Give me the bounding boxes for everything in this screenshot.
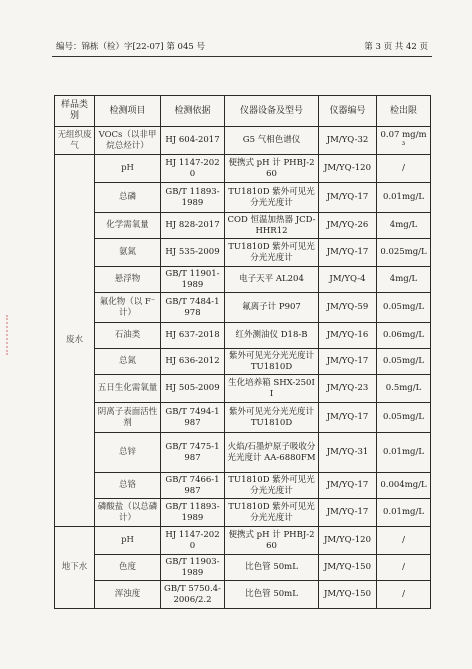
item-cell: 磷酸盐（以总磷计） xyxy=(95,499,161,527)
limit-cell: 0.01mg/L xyxy=(377,183,431,213)
instrument-cell: 电子天平 AL204 xyxy=(225,267,319,293)
basis-cell: HJ 1147-2020 xyxy=(161,527,225,555)
item-cell: pH xyxy=(95,527,161,555)
item-cell: 氟化物（以 F⁻计） xyxy=(95,293,161,323)
code-cell: JM/YQ-16 xyxy=(319,323,377,349)
code-cell: JM/YQ-17 xyxy=(319,239,377,267)
instrument-cell: 紫外可见光分光光度计 TU1810D xyxy=(225,403,319,433)
limit-cell: 0.05mg/L xyxy=(377,403,431,433)
code-cell: JM/YQ-150 xyxy=(319,581,377,609)
item-cell: 总锌 xyxy=(95,433,161,473)
instrument-cell: 便携式 pH 计 PHBJ-260 xyxy=(225,155,319,183)
limit-cell: / xyxy=(377,555,431,581)
sample-category-cell: 地下水 xyxy=(55,527,95,609)
basis-cell: HJ 604-2017 xyxy=(161,127,225,155)
basis-cell: HJ 636-2012 xyxy=(161,349,225,375)
item-cell: 氨氮 xyxy=(95,239,161,267)
basis-cell: GB/T 11901-1989 xyxy=(161,267,225,293)
instrument-cell: 生化培养箱 SHX-250II xyxy=(225,375,319,403)
code-cell: JM/YQ-17 xyxy=(319,499,377,527)
basis-cell: HJ 535-2009 xyxy=(161,239,225,267)
page-header xyxy=(56,40,428,52)
table-row xyxy=(55,239,431,267)
table-row xyxy=(55,127,431,155)
table-row xyxy=(55,527,431,555)
table-row xyxy=(55,433,431,473)
basis-cell: HJ 1147-2020 xyxy=(161,155,225,183)
instrument-cell: 红外测油仪 D18-B xyxy=(225,323,319,349)
instrument-cell: G5 气相色谱仪 xyxy=(225,127,319,155)
code-cell: JM/YQ-120 xyxy=(319,527,377,555)
limit-cell: 0.01mg/L xyxy=(377,433,431,473)
seal-edge-mark xyxy=(6,315,12,355)
limit-cell: 0.05mg/L xyxy=(377,293,431,323)
instrument-cell: 比色管 50mL xyxy=(225,581,319,609)
code-cell: JM/YQ-17 xyxy=(319,183,377,213)
limit-cell: 0.025mg/L xyxy=(377,239,431,267)
instrument-cell: TU1810D 紫外可见光分光光度计 xyxy=(225,473,319,499)
instrument-cell: TU1810D 紫外可见光分光光度计 xyxy=(225,499,319,527)
limit-cell: 0.5mg/L xyxy=(377,375,431,403)
sample-category-cell: 废水 xyxy=(55,155,95,527)
basis-cell: GB/T 11893-1989 xyxy=(161,183,225,213)
basis-cell: GB/T 11893-1989 xyxy=(161,499,225,527)
limit-cell: / xyxy=(377,155,431,183)
table-row xyxy=(55,155,431,183)
table-row xyxy=(55,473,431,499)
instrument-cell: TU1810D 紫外可见光分光光度计 xyxy=(225,183,319,213)
item-cell: pH xyxy=(95,155,161,183)
item-cell: 总磷 xyxy=(95,183,161,213)
code-cell: JM/YQ-17 xyxy=(319,403,377,433)
table-row xyxy=(55,213,431,239)
instrument-cell: COD 恒温加热器 JCD-HHR12 xyxy=(225,213,319,239)
header-divider xyxy=(52,56,432,57)
code-cell: JM/YQ-150 xyxy=(319,555,377,581)
item-cell: 总铬 xyxy=(95,473,161,499)
col-header-item: 检测项目 xyxy=(95,96,161,127)
test-method-table xyxy=(54,95,431,609)
col-header-basis: 检测依据 xyxy=(161,96,225,127)
col-header-instrument: 仪器设备及型号 xyxy=(225,96,319,127)
code-cell: JM/YQ-17 xyxy=(319,349,377,375)
code-cell: JM/YQ-17 xyxy=(319,473,377,499)
code-cell: JM/YQ-4 xyxy=(319,267,377,293)
table-row xyxy=(55,581,431,609)
code-cell: JM/YQ-23 xyxy=(319,375,377,403)
item-cell: 五日生化需氧量 xyxy=(95,375,161,403)
table-row xyxy=(55,499,431,527)
basis-cell: GB/T 7484-1978 xyxy=(161,293,225,323)
report-number: 编号：锦栋（检）字[22-07] 第 045 号 xyxy=(56,42,205,52)
table-row xyxy=(55,403,431,433)
sample-category-cell: 无组织废气 xyxy=(55,127,95,155)
table-header-row xyxy=(55,96,431,127)
limit-cell: / xyxy=(377,581,431,609)
code-cell: JM/YQ-26 xyxy=(319,213,377,239)
basis-cell: GB/T 11903-1989 xyxy=(161,555,225,581)
item-cell: 悬浮物 xyxy=(95,267,161,293)
instrument-cell: 火焰/石墨炉原子吸收分光光度计 AA-6880FM xyxy=(225,433,319,473)
limit-cell: / xyxy=(377,527,431,555)
table-row xyxy=(55,183,431,213)
code-cell: JM/YQ-120 xyxy=(319,155,377,183)
limit-cell: 0.01mg/L xyxy=(377,499,431,527)
table-row xyxy=(55,555,431,581)
instrument-cell: 氟离子计 P907 xyxy=(225,293,319,323)
table-row xyxy=(55,323,431,349)
item-cell: VOCs（以非甲烷总烃计） xyxy=(95,127,161,155)
instrument-cell: 便携式 pH 计 PHBJ-260 xyxy=(225,527,319,555)
table-row xyxy=(55,267,431,293)
instrument-cell: 紫外可见光分光光度计 TU1810D xyxy=(225,349,319,375)
limit-cell: 0.06mg/L xyxy=(377,323,431,349)
limit-cell: 4mg/L xyxy=(377,213,431,239)
item-cell: 阴离子表面活性剂 xyxy=(95,403,161,433)
table-body xyxy=(55,127,431,609)
page-indicator: 第 3 页 共 42 页 xyxy=(364,42,428,52)
item-cell: 化学需氧量 xyxy=(95,213,161,239)
code-cell: JM/YQ-59 xyxy=(319,293,377,323)
col-header-limit: 检出限 xyxy=(377,96,431,127)
basis-cell: HJ 505-2009 xyxy=(161,375,225,403)
item-cell: 浑浊度 xyxy=(95,581,161,609)
limit-cell: 0.05mg/L xyxy=(377,349,431,375)
col-header-code: 仪器编号 xyxy=(319,96,377,127)
code-cell: JM/YQ-31 xyxy=(319,433,377,473)
table-row xyxy=(55,349,431,375)
basis-cell: HJ 637-2018 xyxy=(161,323,225,349)
limit-cell: 4mg/L xyxy=(377,267,431,293)
basis-cell: GB/T 7475-1987 xyxy=(161,433,225,473)
instrument-cell: 比色管 50mL xyxy=(225,555,319,581)
limit-cell: 0.004mg/L xyxy=(377,473,431,499)
item-cell: 总氮 xyxy=(95,349,161,375)
limit-cell: 0.07 mg/m³ xyxy=(377,127,431,155)
instrument-cell: TU1810D 紫外可见光分光光度计 xyxy=(225,239,319,267)
basis-cell: GB/T 5750.4-2006/2.2 xyxy=(161,581,225,609)
basis-cell: HJ 828-2017 xyxy=(161,213,225,239)
item-cell: 色度 xyxy=(95,555,161,581)
item-cell: 石油类 xyxy=(95,323,161,349)
basis-cell: GB/T 7494-1987 xyxy=(161,403,225,433)
table-row xyxy=(55,293,431,323)
basis-cell: GB/T 7466-1987 xyxy=(161,473,225,499)
col-header-category: 样品类别 xyxy=(55,96,95,127)
table-row xyxy=(55,375,431,403)
code-cell: JM/YQ-32 xyxy=(319,127,377,155)
